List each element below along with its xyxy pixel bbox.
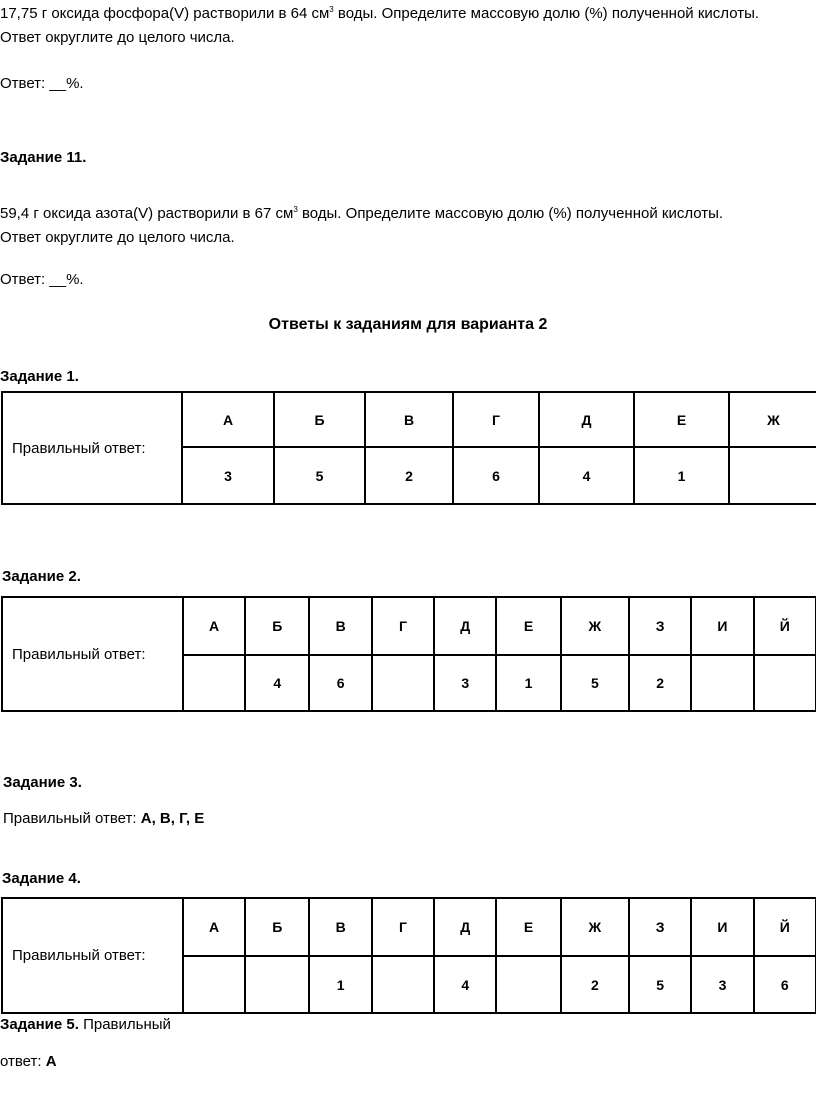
task11-text-line2: Ответ округлите до целого числа. bbox=[0, 229, 235, 246]
z1-header-a: А bbox=[182, 392, 274, 447]
z4-value-d: 4 bbox=[434, 956, 496, 1013]
z4-value-zh: 2 bbox=[561, 956, 629, 1013]
z1-header-v: В bbox=[365, 392, 453, 447]
z3-title: Задание 3. bbox=[3, 774, 82, 791]
task11-superscript: 3 bbox=[293, 205, 298, 214]
task11-text-line1 bbox=[0, 205, 723, 223]
z2-value-d: 3 bbox=[434, 655, 496, 711]
z4-title: Задание 4. bbox=[2, 870, 81, 887]
task10-line1-b: воды. Определите массовую долю (%) полученной кислоты. bbox=[333, 5, 760, 22]
z4-value-y: 6 bbox=[754, 956, 816, 1013]
task10-answer: Ответ: __%. bbox=[0, 75, 84, 92]
z4-header-zh: Ж bbox=[561, 898, 629, 956]
z1-value-g: 6 bbox=[453, 447, 539, 504]
z4-header-d: Д bbox=[434, 898, 496, 956]
task10-superscript: 3 bbox=[329, 5, 334, 14]
z2-value-a bbox=[183, 655, 245, 711]
task10-text-line1 bbox=[0, 5, 759, 23]
z5-line1 bbox=[0, 1016, 171, 1034]
z4-value-i: 3 bbox=[691, 956, 753, 1013]
z4-answer-table bbox=[1, 897, 816, 1014]
z2-value-v: 6 bbox=[309, 655, 371, 711]
z2-header-b: Б bbox=[245, 597, 309, 655]
z4-header-z: З bbox=[629, 898, 691, 956]
z4-value-z: 5 bbox=[629, 956, 691, 1013]
z2-header-d: Д bbox=[434, 597, 496, 655]
z4-value-e bbox=[496, 956, 560, 1013]
z4-value-v: 1 bbox=[309, 956, 371, 1013]
z4-header-a: А bbox=[183, 898, 245, 956]
z2-value-i bbox=[691, 655, 753, 711]
z2-header-v: В bbox=[309, 597, 371, 655]
z4-header-b: Б bbox=[245, 898, 309, 956]
z2-value-e: 1 bbox=[496, 655, 560, 711]
z2-header-a: А bbox=[183, 597, 245, 655]
z1-answer-table bbox=[1, 391, 816, 505]
z2-title: Задание 2. bbox=[2, 568, 81, 585]
task11-line1-a: 59,4 г оксида азота(V) растворили в 67 см bbox=[0, 205, 294, 222]
z2-answer-table bbox=[1, 596, 816, 712]
z1-label: Правильный ответ: bbox=[2, 392, 182, 504]
z1-value-v: 2 bbox=[365, 447, 453, 504]
task10-line1-a: 17,75 г оксида фосфора(V) растворили в 64 см bbox=[0, 5, 330, 22]
z4-label: Правильный ответ: bbox=[2, 898, 183, 1013]
z4-header-e: Е bbox=[496, 898, 560, 956]
task11-answer: Ответ: __%. bbox=[0, 271, 84, 288]
z2-value-b: 4 bbox=[245, 655, 309, 711]
z1-value-zh bbox=[729, 447, 816, 504]
z2-header-zh: Ж bbox=[561, 597, 629, 655]
z2-header-y: Й bbox=[754, 597, 816, 655]
z4-value-g bbox=[372, 956, 434, 1013]
z3-answer bbox=[3, 810, 204, 828]
z2-header-i: И bbox=[691, 597, 753, 655]
z2-header-g: Г bbox=[372, 597, 434, 655]
answers-heading: Ответы к заданиям для варианта 2 bbox=[268, 316, 548, 333]
z3-label: Правильный ответ: bbox=[3, 810, 141, 827]
z2-value-z: 2 bbox=[629, 655, 691, 711]
z2-value-zh: 5 bbox=[561, 655, 629, 711]
z1-header-d: Д bbox=[539, 392, 634, 447]
z2-value-y bbox=[754, 655, 816, 711]
z1-value-e: 1 bbox=[634, 447, 729, 504]
task11-title: Задание 11. bbox=[0, 149, 87, 166]
z1-header-b: Б bbox=[274, 392, 365, 447]
z2-header-e: Е bbox=[496, 597, 560, 655]
z1-title: Задание 1. bbox=[0, 368, 79, 385]
task10-text-line2: Ответ округлите до целого числа. bbox=[0, 29, 235, 46]
z1-value-a: 3 bbox=[182, 447, 274, 504]
z4-header-v: В bbox=[309, 898, 371, 956]
z4-value-a bbox=[183, 956, 245, 1013]
z3-value: А, В, Г, Е bbox=[140, 810, 205, 827]
z1-value-b: 5 bbox=[274, 447, 365, 504]
z5-label-b: ответ: bbox=[0, 1053, 46, 1070]
z2-label: Правильный ответ: bbox=[2, 597, 183, 711]
z2-value-g bbox=[372, 655, 434, 711]
z4-header-g: Г bbox=[372, 898, 434, 956]
z5-title: Задание 5. bbox=[0, 1016, 79, 1033]
task11-line1-b: воды. Определите массовую долю (%) полученной кислоты. bbox=[297, 205, 724, 222]
z1-header-zh: Ж bbox=[729, 392, 816, 447]
z5-label-a: Правильный bbox=[78, 1016, 171, 1033]
z2-header-z: З bbox=[629, 597, 691, 655]
z4-header-i: И bbox=[691, 898, 753, 956]
z1-header-g: Г bbox=[453, 392, 539, 447]
z1-value-d: 4 bbox=[539, 447, 634, 504]
z4-header-y: Й bbox=[754, 898, 816, 956]
z5-line2 bbox=[0, 1053, 57, 1071]
z4-value-b bbox=[245, 956, 309, 1013]
z5-value: А bbox=[45, 1053, 57, 1070]
z1-header-e: Е bbox=[634, 392, 729, 447]
